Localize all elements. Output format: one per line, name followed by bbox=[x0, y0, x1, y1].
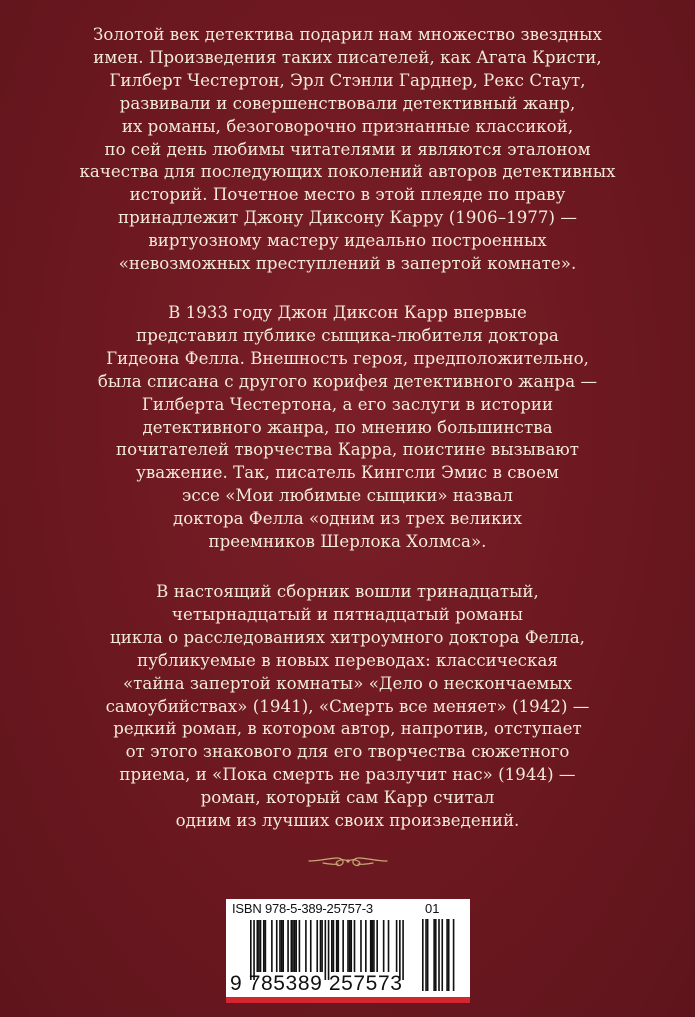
addon-bar bbox=[453, 919, 455, 991]
barcode-bar bbox=[331, 920, 333, 972]
text-line: редкий роман, в котором автор, напротив, отступает bbox=[113, 719, 582, 739]
addon-bar bbox=[438, 919, 440, 991]
barcode-bar bbox=[396, 920, 398, 972]
barcode-bar bbox=[287, 920, 289, 972]
barcode-digits: 9 785389 257573 bbox=[230, 972, 403, 995]
addon-bar bbox=[441, 919, 443, 991]
barcode-bar bbox=[253, 920, 255, 980]
barcode-bar bbox=[316, 920, 318, 972]
text-line: имен. Произведения таких писателей, как Агата Кристи, bbox=[93, 47, 602, 67]
barcode-bar bbox=[263, 920, 265, 972]
barcode-bar bbox=[333, 920, 335, 972]
barcode-bar bbox=[320, 920, 322, 972]
barcode-bar bbox=[365, 920, 367, 972]
text-line: их романы, безоговорочно признанные классикой, bbox=[121, 116, 574, 136]
barcode-bar bbox=[276, 920, 278, 972]
text-line: эссе «Мои любимые сыщики» назвал bbox=[182, 486, 513, 506]
barcode-bar bbox=[336, 920, 338, 972]
text-line: представил публике сыщика-любителя доктора bbox=[136, 325, 559, 345]
barcode-bar bbox=[399, 920, 401, 980]
text-line: доктора Фелла «одним из трех великих bbox=[172, 509, 523, 529]
barcode-bar bbox=[347, 920, 349, 972]
text-line: приема, и «Пока смерть не разлучит нас» (1944) — bbox=[119, 765, 576, 785]
addon-bar bbox=[435, 919, 437, 991]
barcode-bar bbox=[282, 920, 284, 972]
isbn-barcode bbox=[226, 899, 470, 1000]
text-line: историй. Почетное место в этой плеяде по праву bbox=[129, 185, 566, 205]
barcode-addon-label: 01 bbox=[425, 901, 440, 916]
barcode-bar bbox=[388, 920, 390, 972]
isbn-label: ISBN 978-5-389-25757-3 bbox=[232, 901, 373, 916]
text-line: Гилберт Честертон, Эрл Стэнли Гарднер, Рекс Стаут, bbox=[109, 70, 586, 90]
text-line: принадлежит Джону Диксону Карру (1906–1977) — bbox=[117, 208, 578, 228]
text-line: виртуозному мастеру идеально построенных bbox=[148, 231, 547, 251]
barcode-bar bbox=[294, 920, 296, 972]
barcode-bar bbox=[370, 920, 372, 972]
text-line: почитателей творчества Карра, поистине вызывают bbox=[116, 440, 579, 460]
text-line: качества для последующих поколений авторов детективных bbox=[79, 162, 616, 182]
barcode-bar bbox=[321, 920, 323, 972]
text-line: Гилберта Честертона, а его заслуги в истории bbox=[141, 394, 554, 414]
barcode-bar bbox=[281, 920, 283, 972]
barcode-bar bbox=[305, 920, 307, 972]
barcode-bar bbox=[310, 920, 312, 972]
barcode-bar bbox=[299, 920, 301, 972]
barcode-bar bbox=[325, 920, 327, 980]
text-line: «тайна запертой комнаты» «Дело о нескончаемых bbox=[122, 673, 573, 693]
text-line: одним из лучших своих произведений. bbox=[175, 811, 520, 831]
barcode-bar bbox=[354, 920, 356, 972]
barcode-bar bbox=[291, 920, 293, 972]
text-line: от этого знакового для его творчества сюжетного bbox=[125, 742, 570, 762]
barcode-bar bbox=[279, 920, 281, 972]
addon-bar bbox=[446, 919, 448, 991]
text-line: четырнадцатый и пятнадцатый романы bbox=[171, 604, 524, 624]
addon-bar bbox=[422, 919, 424, 991]
text-line: уважение. Так, писатель Кингсли Эмис в своем bbox=[136, 463, 559, 483]
red-strip bbox=[226, 997, 470, 1003]
text-line: самоубийствах» (1941), «Смерть все меняет» (1942) — bbox=[105, 696, 590, 716]
blurb-paragraph-1 bbox=[60, 24, 635, 276]
text-line: цикла о расследованиях хитроумного доктора Фелла, bbox=[110, 627, 585, 647]
text-line: была списана с другого корифея детективного жанра — bbox=[97, 371, 598, 391]
barcode-bar bbox=[250, 920, 252, 980]
blurb-paragraph-3 bbox=[60, 581, 635, 833]
barcode-bar bbox=[258, 920, 260, 972]
barcode-bar bbox=[328, 920, 330, 980]
text-line: детективного жанра, по мнению большинства bbox=[142, 417, 553, 437]
text-line: В настоящий сборник вошли тринадцатый, bbox=[156, 582, 539, 601]
barcode-bar bbox=[350, 920, 352, 972]
barcode-bar bbox=[372, 920, 374, 972]
text-line: В 1933 году Джон Диксон Карр впервые bbox=[168, 303, 527, 322]
text-line: развивали и совершенствовали детективный жанр, bbox=[119, 93, 576, 113]
addon-bar bbox=[425, 919, 427, 991]
text-line: публикуемые в новых переводах: классическая bbox=[137, 650, 558, 670]
barcode-bar bbox=[383, 920, 385, 972]
addon-bar bbox=[433, 919, 435, 991]
text-line: Гидеона Фелла. Внешность героя, предположительно, bbox=[106, 348, 589, 368]
barcode-bar bbox=[265, 920, 267, 972]
text-line: по сей день любимы читателями и являются эталоном bbox=[104, 139, 591, 159]
flourish-ornament-icon bbox=[307, 850, 389, 872]
barcode-bar bbox=[337, 920, 339, 972]
addon-bar bbox=[427, 919, 429, 991]
barcode-bar bbox=[260, 920, 262, 972]
barcode-bar bbox=[295, 920, 297, 972]
barcode-bar bbox=[256, 920, 258, 972]
text-line: роман, который сам Карр считал bbox=[200, 788, 495, 808]
addon-bar bbox=[448, 919, 450, 991]
barcode-bar bbox=[349, 920, 351, 972]
barcode-bar bbox=[376, 920, 378, 972]
text-line: преемников Шерлока Холмса». bbox=[208, 532, 487, 552]
barcode-bar bbox=[373, 920, 375, 972]
text-line: Золотой век детектива подарил нам множество звездных bbox=[93, 25, 602, 44]
barcode-bar bbox=[342, 920, 344, 972]
blurb-paragraph-2 bbox=[60, 302, 635, 554]
barcode-bar bbox=[292, 920, 294, 972]
barcode-bar bbox=[402, 920, 404, 980]
text-line: «невозможных преступлений в запертой комнате». bbox=[118, 254, 577, 274]
barcode-bar bbox=[360, 920, 362, 972]
barcode-bar bbox=[271, 920, 273, 972]
